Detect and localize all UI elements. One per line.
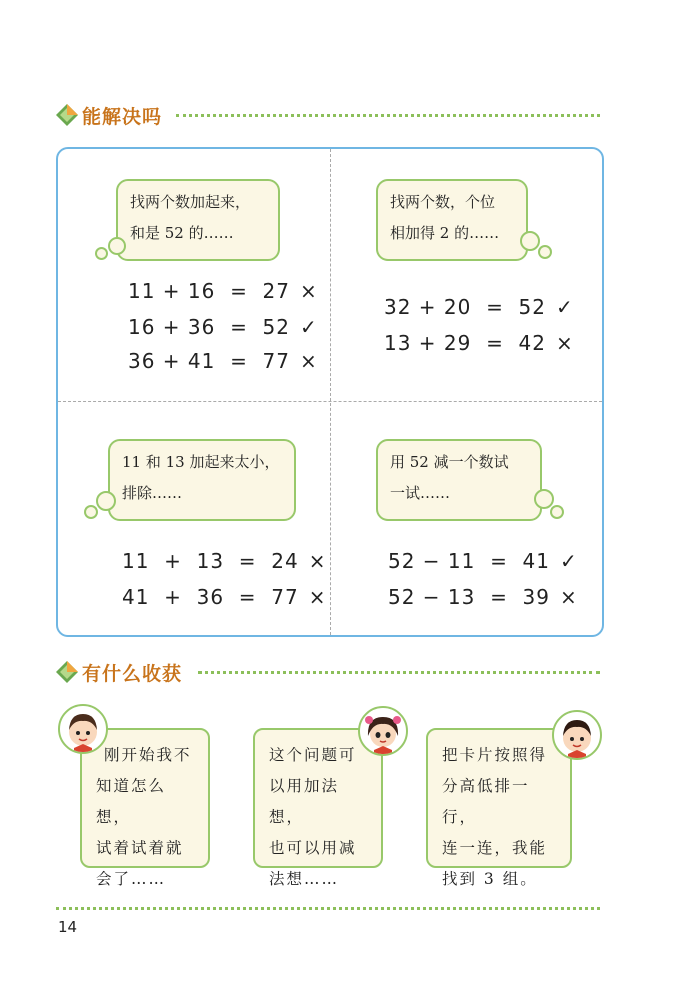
card-line: 法想……	[269, 870, 340, 888]
bubble-line: 相加得 2 的……	[390, 224, 500, 242]
page-number: 14	[58, 918, 78, 936]
card-line: 知道怎么想，	[96, 777, 167, 826]
mark: ✓	[556, 295, 574, 319]
mark: ×	[308, 585, 327, 609]
girl-avatar	[358, 706, 408, 756]
diamond-icon	[56, 661, 78, 683]
equation: 16 + 36 = 52 ✓	[128, 315, 318, 339]
thought-bubble	[376, 179, 528, 261]
reflection-card	[80, 728, 210, 888]
divider	[330, 149, 331, 635]
mark: ✓	[560, 549, 578, 573]
section-title: 能解决吗	[82, 105, 163, 128]
bubble-dot	[84, 505, 98, 519]
card-line: 试着试着就	[96, 839, 184, 857]
card-line: 刚开始我不	[104, 746, 192, 764]
bubble-dot	[520, 231, 540, 251]
section-header-solve	[56, 100, 162, 130]
bubble-dot	[534, 489, 554, 509]
card-line: 把卡片按照得	[442, 746, 548, 764]
bubble-dot	[538, 245, 552, 259]
reflection-card	[426, 728, 572, 888]
divider	[176, 114, 600, 117]
card-line: 也可以用减	[269, 839, 357, 857]
thought-bubble	[376, 439, 542, 521]
bubble-line: 和是 52 的……	[130, 224, 234, 242]
card-line: 分高低排一行，	[442, 777, 530, 826]
footer-divider	[56, 907, 600, 910]
thought-bubble	[108, 439, 296, 521]
divider	[198, 671, 600, 674]
equation: 11 + 16 = 27 ×	[128, 279, 318, 303]
bubble-line: 找两个数加起来，	[130, 193, 251, 211]
bubble-dot	[550, 505, 564, 519]
bubble-line: 排除……	[122, 484, 183, 502]
bubble-line: 一试……	[390, 484, 451, 502]
bubble-dot	[95, 247, 108, 260]
solutions-panel	[56, 147, 604, 637]
equation: 11 + 13 = 24 ×	[122, 549, 327, 573]
bubble-line: 找两个数，个位	[390, 193, 496, 211]
bubble-dot	[108, 237, 126, 255]
card-line: 连一连，我能	[442, 839, 548, 857]
equation: 36 + 41 = 77 ×	[128, 349, 318, 373]
equation: 52 − 11 = 41 ✓	[388, 549, 578, 573]
boy-avatar	[58, 704, 108, 754]
bubble-line: 用 52 减一个数试	[390, 453, 509, 471]
mark: ✓	[300, 315, 318, 339]
card-line: 会了……	[96, 870, 167, 888]
card-line: 找到 3 组。	[442, 870, 538, 888]
section-header-harvest	[56, 657, 182, 687]
card-line: 这个问题可	[269, 746, 357, 764]
equation: 32 + 20 = 52 ✓	[384, 295, 574, 319]
equation: 52 − 13 = 39 ×	[388, 585, 578, 609]
mark: ×	[560, 585, 578, 609]
section-title: 有什么收获	[82, 662, 183, 685]
boy-avatar	[552, 710, 602, 760]
card-line: 以用加法想，	[269, 777, 340, 826]
mark: ×	[300, 279, 318, 303]
mark: ×	[300, 349, 318, 373]
equation: 13 + 29 = 42 ×	[384, 331, 574, 355]
thought-bubble	[116, 179, 280, 261]
bubble-line: 11 和 13 加起来太小，	[122, 453, 280, 471]
mark: ×	[308, 549, 327, 573]
diamond-icon	[56, 104, 78, 126]
bubble-dot	[96, 491, 116, 511]
divider	[58, 401, 602, 402]
equation: 41 + 36 = 77 ×	[122, 585, 327, 609]
mark: ×	[556, 331, 574, 355]
reflection-card	[253, 728, 383, 888]
